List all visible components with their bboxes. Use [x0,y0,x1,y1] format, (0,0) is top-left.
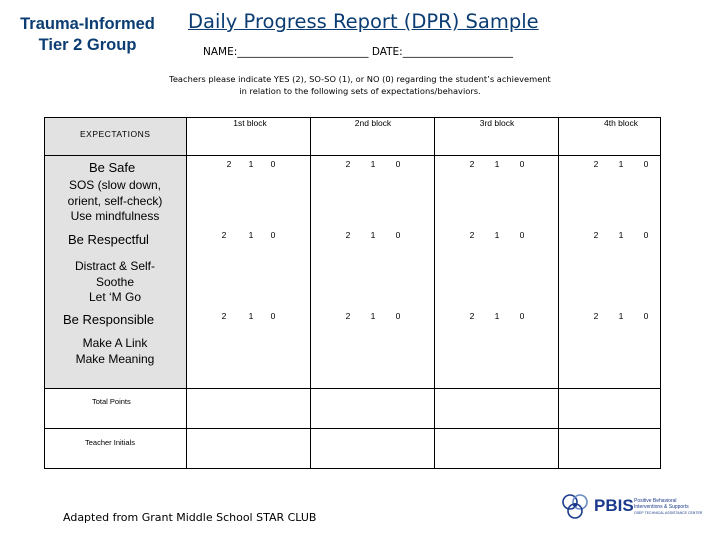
score-1[interactable]: 1 [370,159,376,169]
score-2[interactable]: 2 [593,159,599,169]
score-0[interactable]: 0 [643,311,649,321]
row-title-be-respectful: Be Respectful [68,232,149,247]
total-points-label: Total Points [92,397,131,406]
score-1[interactable]: 1 [618,311,624,321]
score-2[interactable]: 2 [226,159,232,169]
block-header-2: 2nd block [354,118,392,128]
row-sub-line: Use mindfulness [70,209,160,223]
instructions-line2: in relation to the following sets of expectations/behaviors. [239,86,481,96]
score-2[interactable]: 2 [469,311,475,321]
row-sub-line: Soothe [95,274,135,289]
side-title-line2: Tier 2 Group [38,36,137,54]
row-sub-line: Make Meaning [75,351,155,366]
score-1[interactable]: 1 [248,230,254,240]
expectations-label: EXPECTATIONS [80,129,151,139]
score-2[interactable]: 2 [221,311,227,321]
row-sub-be-respectful [52,259,178,306]
score-0[interactable]: 0 [519,230,525,240]
table-column-divider [558,117,559,469]
side-title [0,14,175,56]
table-total-divider [44,388,661,389]
score-2[interactable]: 2 [345,230,351,240]
row-sub-be-responsible [52,336,178,367]
pbis-subtitle-line: Interventions & Supports [634,504,689,510]
score-0[interactable]: 0 [395,311,401,321]
block-header-4: 4th block [603,118,639,128]
score-2[interactable]: 2 [593,311,599,321]
score-1[interactable]: 1 [370,311,376,321]
table-initials-divider [44,428,661,429]
block-header-1: 1st block [233,118,267,128]
pbis-subtitle [634,498,702,516]
score-1[interactable]: 1 [618,159,624,169]
score-0[interactable]: 0 [643,159,649,169]
score-1[interactable]: 1 [248,311,254,321]
score-0[interactable]: 0 [270,311,276,321]
score-2[interactable]: 2 [593,230,599,240]
score-0[interactable]: 0 [643,230,649,240]
side-title-line1: Trauma-Informed [20,15,155,33]
table-header-divider [44,155,661,156]
score-1[interactable]: 1 [494,230,500,240]
pbis-logo-icon [560,490,590,529]
score-1[interactable]: 1 [494,311,500,321]
pbis-subtitle-line: OSEP TECHNICAL ASSISTANCE CENTER [634,511,703,515]
teacher-initials-label: Teacher Initials [85,438,136,447]
score-0[interactable]: 0 [270,159,276,169]
footer-credit: Adapted from Grant Middle School STAR CLUB [63,511,317,524]
name-date-line: NAME:_________________________ DATE:_____________________ [203,46,513,58]
table-column-divider [434,117,435,469]
instructions [150,73,570,97]
pbis-subtitle-line: Positive Behavioral [634,498,677,504]
page-title: Daily Progress Report (DPR) Sample [188,10,539,33]
row-sub-be-safe [52,178,178,225]
score-2[interactable]: 2 [469,159,475,169]
instructions-line1: Teachers please indicate YES (2), SO-SO (1), or NO (0) regarding the student’s achievement [169,74,551,84]
row-title-be-responsible: Be Responsible [63,312,155,327]
score-0[interactable]: 0 [519,311,525,321]
score-0[interactable]: 0 [395,159,401,169]
score-2[interactable]: 2 [345,311,351,321]
score-2[interactable]: 2 [469,230,475,240]
score-1[interactable]: 1 [618,230,624,240]
score-1[interactable]: 1 [494,159,500,169]
row-sub-line: orient, self-check) [67,193,163,208]
score-2[interactable]: 2 [221,230,227,240]
score-1[interactable]: 1 [248,159,254,169]
score-0[interactable]: 0 [395,230,401,240]
score-0[interactable]: 0 [270,230,276,240]
row-sub-line: Distract & Self- [74,259,155,273]
table-column-divider [186,117,187,469]
block-header-3: 3rd block [479,118,515,128]
score-2[interactable]: 2 [345,159,351,169]
row-sub-line: Let ‘M Go [88,290,142,304]
score-0[interactable]: 0 [519,159,525,169]
score-1[interactable]: 1 [370,230,376,240]
row-title-be-safe: Be Safe [89,160,136,175]
table-column-divider [310,117,311,469]
row-sub-line: Make A Link [82,336,148,350]
pbis-wordmark: PBIS [594,496,634,515]
row-sub-line: SOS (slow down, [68,178,162,192]
